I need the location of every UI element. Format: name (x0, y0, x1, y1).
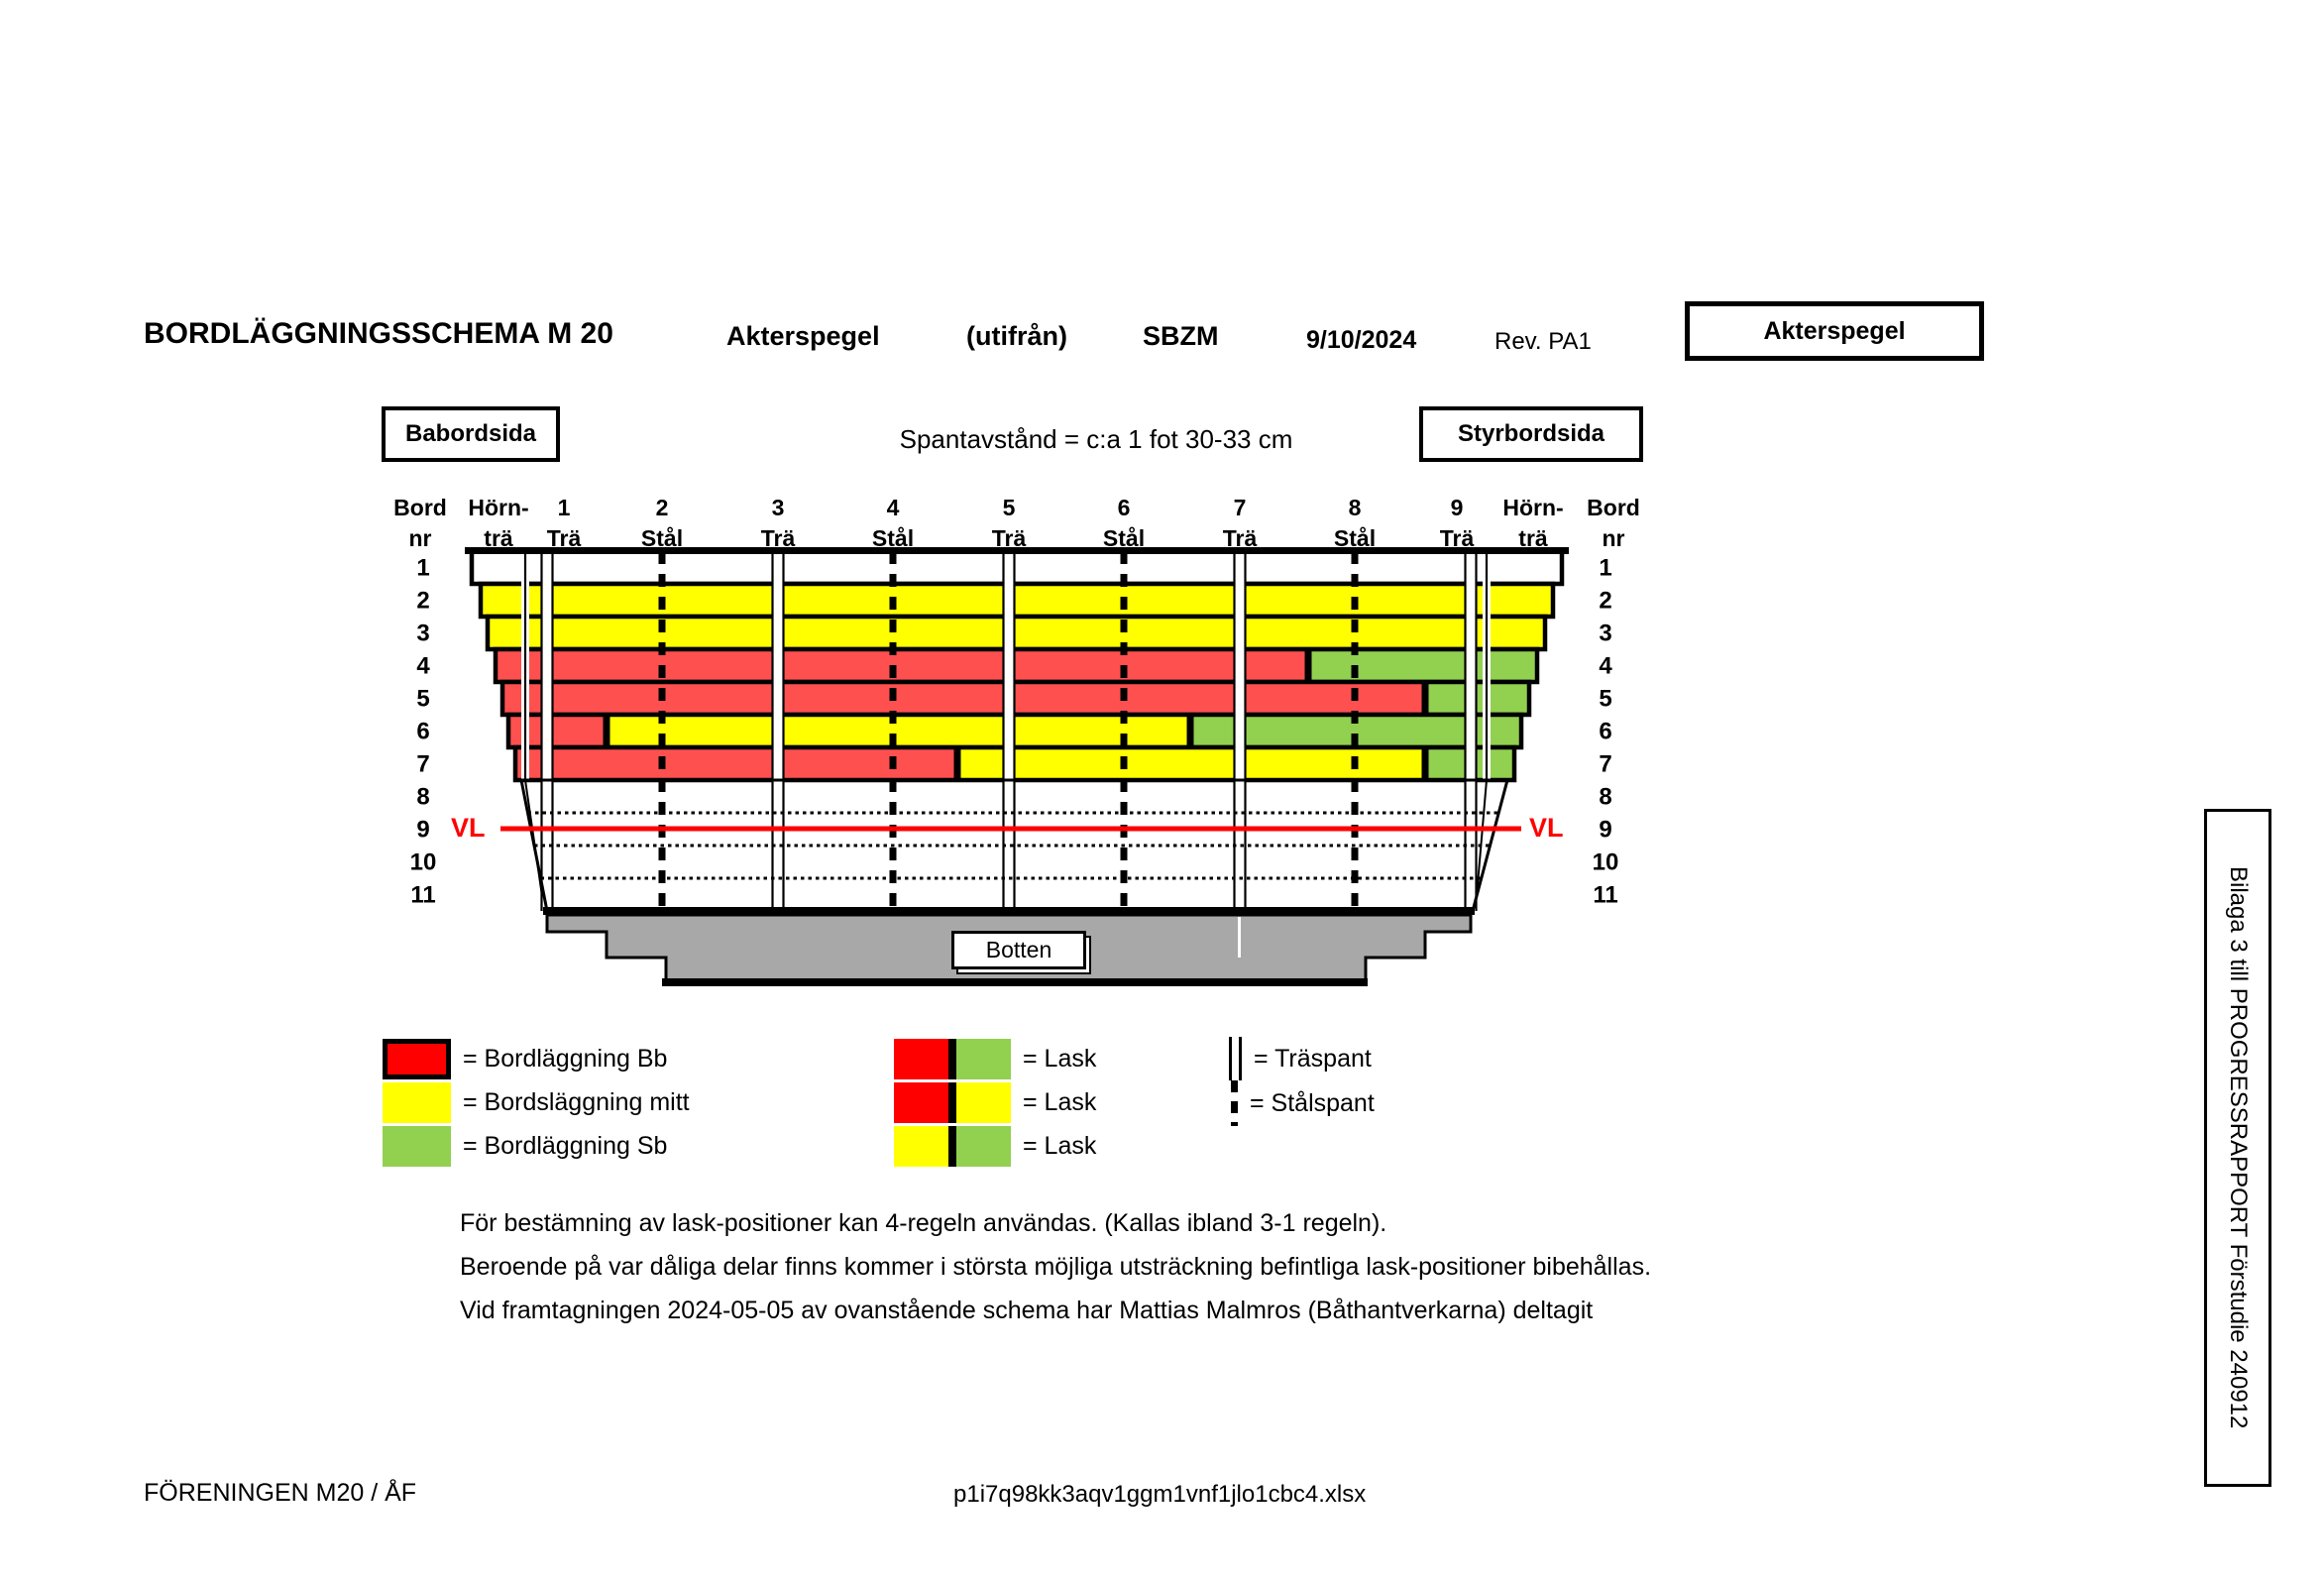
column-header-bottom: trä (484, 525, 513, 551)
column-header-top: 9 (1450, 495, 1464, 520)
title-code: SBZM (1143, 321, 1219, 351)
column-header-top: 7 (1233, 495, 1247, 520)
legend-label: = Lask (1023, 1088, 1097, 1116)
title-date: 9/10/2024 (1306, 326, 1417, 354)
legend-item-stalspant (1231, 1080, 1375, 1126)
title-view: Akterspegel (726, 321, 880, 351)
row-number-left: 9 (416, 816, 430, 844)
lask-boundary (1187, 715, 1194, 747)
traspant-column (1003, 551, 1015, 911)
column-header-bottom: Trä (546, 525, 582, 551)
lask-boundary (954, 747, 961, 780)
row-number-left: 3 (416, 620, 430, 647)
legend-label: = Träspant (1254, 1044, 1372, 1073)
column-header-bottom: Stål (1333, 525, 1377, 551)
lask-boundary (1422, 747, 1429, 780)
footer-organization: FÖRENINGEN M20 / ÅF (144, 1479, 417, 1507)
waterline-label-left: VL (451, 813, 486, 843)
row-number-right: 8 (1599, 783, 1612, 811)
notes (460, 1201, 1651, 1332)
spant-distance-note: Spantavstånd = c:a 1 fot 30-33 cm (899, 424, 1293, 454)
row-number-right: 2 (1599, 587, 1612, 615)
column-header-bottom: Stål (871, 525, 915, 551)
column-header-top: 8 (1348, 495, 1362, 520)
stalspant-symbol (1231, 1080, 1238, 1126)
row-number-left: 7 (416, 750, 430, 778)
row-number-right: 4 (1599, 652, 1612, 680)
column-header-top: 1 (557, 495, 571, 520)
column-header-top: Hörn- (468, 495, 529, 520)
column-header-bottom: trä (1518, 525, 1548, 551)
legend-item-planking-bb (383, 1039, 667, 1079)
waterline-label-right: VL (1529, 813, 1564, 843)
legend-item-planking-sb (383, 1126, 667, 1167)
corner-box-akterspegel: Akterspegel (1685, 301, 1984, 361)
attachment-label: Bilaga 3 till PROGRESSRAPPORT Förstudie 240912 (2204, 809, 2271, 1487)
legend-swatch-red (383, 1039, 451, 1079)
lask-swatch (894, 1082, 1011, 1123)
column-header-bottom: Trä (760, 525, 796, 551)
plank-segment (1308, 649, 1537, 682)
row-number-left: 2 (416, 587, 430, 615)
row-number-left: 1 (416, 554, 430, 582)
column-header-top: 3 (771, 495, 785, 520)
column-header-top: Bord (393, 495, 447, 520)
traspant-column (772, 551, 784, 911)
waterline (500, 827, 1521, 832)
traspant-symbol (1229, 1037, 1242, 1080)
legend-swatch-green (383, 1126, 451, 1167)
title-revision: Rev. PA1 (1494, 328, 1592, 355)
footer-filename: p1i7q98kk3aqv1ggm1vnf1jlo1cbc4.xlsx (953, 1481, 1367, 1508)
row-number-left: 10 (409, 848, 437, 876)
traspant-column (541, 551, 553, 911)
row-number-right: 9 (1599, 816, 1612, 844)
plank-segment (481, 584, 1553, 617)
title-orientation: (utifrån) (966, 321, 1067, 351)
hull-row (472, 551, 1562, 584)
plank-segment (502, 682, 1425, 715)
row-number-right: 3 (1599, 620, 1612, 647)
page-title: BORDLÄGGNINGSSCHEMA M 20 (144, 317, 613, 350)
row-number-right: 5 (1599, 685, 1612, 713)
note-line: För bestämning av lask-positioner kan 4-regeln användas. (Kallas ibland 3-1 regeln). (460, 1209, 1387, 1237)
column-header-top: 2 (655, 495, 669, 520)
traspant-column (1465, 551, 1477, 911)
starboard-side-box: Styrbordsida (1419, 406, 1643, 462)
legend-item-lask-1 (894, 1039, 1096, 1079)
column-header-top: Bord (1587, 495, 1640, 520)
lask-boundary (1305, 649, 1312, 682)
row-number-left: 4 (416, 652, 430, 680)
port-side-box: Babordsida (382, 406, 560, 462)
note-line: Beroende på var dåliga delar finns kommer i största möjliga utsträckning befintliga lask-positioner bibehållas. (460, 1253, 1652, 1281)
column-header-bottom: Trä (991, 525, 1027, 551)
legend-label: = Bordläggning Bb (463, 1045, 668, 1073)
column-header-bottom: nr (1602, 525, 1625, 551)
plank-segment (496, 649, 1308, 682)
row-number-right: 6 (1599, 718, 1612, 745)
traspant-column (1234, 551, 1246, 911)
plank-segment (488, 617, 1545, 649)
plank-segment (607, 715, 1190, 747)
row-number-right: 7 (1599, 750, 1612, 778)
legend-label: = Bordsläggning mitt (463, 1088, 690, 1116)
column-header-top: Hörn- (1502, 495, 1564, 520)
column-header-bottom: Trä (1222, 525, 1258, 551)
column-header-bottom: Stål (640, 525, 684, 551)
lask-swatch (894, 1126, 1011, 1167)
column-header-top: 5 (1002, 495, 1016, 520)
spant-line-extension (1238, 917, 1241, 958)
column-header-top: 6 (1117, 495, 1131, 520)
lask-swatch (894, 1039, 1011, 1079)
column-header-bottom: Stål (1102, 525, 1146, 551)
column-header-bottom: nr (408, 525, 432, 551)
column-header-top: 4 (886, 495, 900, 520)
legend-label: = Lask (1023, 1132, 1097, 1160)
legend-item-lask-3 (894, 1126, 1096, 1167)
botten-base-line (662, 978, 1368, 986)
lask-boundary (1422, 682, 1429, 715)
legend-item-planking-mitt (383, 1082, 690, 1123)
legend-item-lask-2 (894, 1082, 1096, 1123)
row-number-right: 11 (1593, 881, 1618, 909)
row-number-left: 6 (416, 718, 430, 745)
legend-label: = Lask (1023, 1045, 1097, 1073)
legend-label: = Bordläggning Sb (463, 1132, 668, 1160)
row-number-left: 8 (416, 783, 430, 811)
legend-item-traspant (1229, 1037, 1372, 1080)
lask-boundary (604, 715, 610, 747)
row-number-left: 5 (416, 685, 430, 713)
botten-label: Botten (951, 931, 1086, 969)
legend-label: = Stålspant (1250, 1088, 1375, 1117)
row-number-right: 1 (1599, 554, 1612, 582)
row-number-right: 10 (1592, 848, 1619, 876)
row-number-left: 11 (410, 881, 436, 909)
note-line: Vid framtagningen 2024-05-05 av ovanstående schema har Mattias Malmros (Båthantverkarna) deltagit (460, 1297, 1594, 1324)
legend-swatch-yellow (383, 1082, 451, 1123)
column-header-bottom: Trä (1439, 525, 1475, 551)
